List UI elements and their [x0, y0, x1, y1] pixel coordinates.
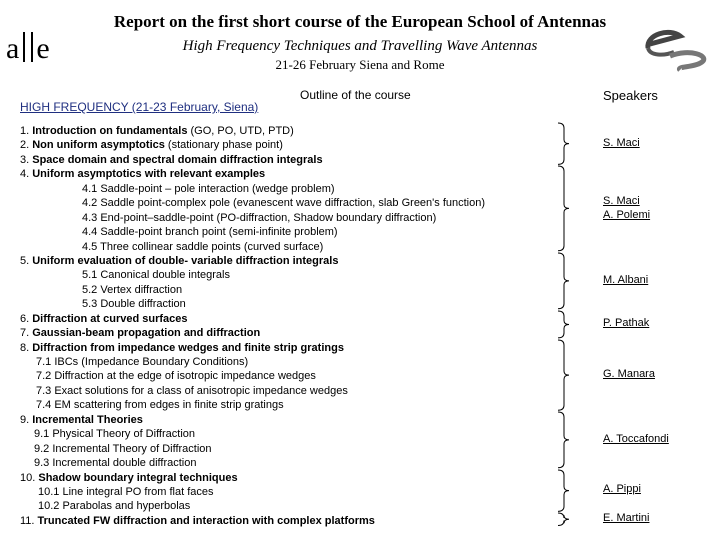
outline-note: (stationary phase point): [164, 139, 283, 152]
speaker-name[interactable]: A. Pippi: [603, 483, 641, 496]
speakers-heading: Speakers: [603, 88, 658, 103]
outline-number: 4.: [20, 168, 33, 181]
report-subtitle: High Frequency Techniques and Travelling Wave Antennas: [182, 38, 538, 54]
outline-number: 2.: [20, 139, 33, 152]
speaker-name[interactable]: P. Pathak: [603, 317, 650, 330]
outline-number: 11.: [20, 514, 38, 527]
outline-subtopic: [20, 196, 485, 210]
outline-subtopic: [20, 240, 485, 254]
outline-text: 4.4 Saddle-point branch point (semi-infinite problem): [82, 226, 338, 239]
outline-text: 4.5 Three collinear saddle points (curved surface): [82, 240, 324, 253]
outline-text: 7.3 Exact solutions for a class of anisotropic impedance wedges: [36, 384, 348, 397]
speaker-brace: [556, 339, 570, 411]
outline-topic: [20, 254, 485, 268]
outline-subtopic: [20, 456, 485, 470]
outline-topic: [20, 326, 485, 340]
outline-topic: [20, 153, 485, 167]
outline-subtopic: [20, 384, 485, 398]
outline-text: Diffraction from impedance wedges and finite strip gratings: [32, 341, 344, 354]
outline-text: Introduction on fundamentals: [32, 125, 188, 137]
outline-text: 9.1 Physical Theory of Diffraction: [34, 428, 196, 441]
outline-text: 4.2 Saddle point-complex pole (evanescent wave diffraction, slab Green's function): [82, 197, 486, 210]
outline-subtopic: [20, 499, 485, 513]
outline-topic: [20, 312, 485, 326]
outline-subtopic: [20, 211, 485, 225]
outline-text: 5.1 Canonical double integrals: [82, 269, 230, 282]
logo-bar: [23, 32, 25, 62]
logo-bar: [31, 32, 33, 62]
course-outline: [20, 124, 485, 528]
logo-letter-e: e: [36, 32, 51, 65]
ae-logo: [6, 32, 51, 66]
speaker-name[interactable]: A. Toccafondi: [603, 432, 669, 445]
outline-subtopic: [20, 355, 485, 369]
outline-subtopic: [20, 427, 485, 441]
speaker-name[interactable]: S. Maci: [603, 136, 640, 149]
outline-text: 9.3 Incremental double diffraction: [34, 457, 197, 470]
outline-text: Incremental Theories: [32, 413, 143, 426]
outline-text: Non uniform asymptotics: [32, 139, 165, 152]
outline-topic: [20, 167, 485, 181]
outline-subtopic: [20, 297, 485, 311]
outline-text: Space domain and spectral domain diffraction integrals: [32, 153, 323, 166]
outline-subtopic: [20, 283, 485, 297]
outline-topic: [20, 514, 485, 528]
es-logo: [640, 26, 712, 77]
speaker-name[interactable]: A. Polemi: [603, 208, 651, 221]
outline-number: 1.: [20, 125, 33, 137]
outline-topic: [20, 138, 485, 152]
outline-text: 7.4 EM scattering from edges in finite strip gratings: [36, 399, 284, 412]
speaker-name[interactable]: S. Maci: [603, 194, 640, 207]
speaker-name[interactable]: E. Martini: [603, 512, 650, 525]
outline-text: 10.2 Parabolas and hyperbolas: [38, 500, 191, 513]
outline-text: 9.2 Incremental Theory of Diffraction: [34, 442, 212, 455]
outline-subtopic: [20, 398, 485, 412]
outline-text: Diffraction at curved surfaces: [32, 312, 188, 325]
outline-topic: [20, 413, 485, 427]
outline-text: Shadow boundary integral techniques: [38, 471, 238, 484]
outline-text: Gaussian-beam propagation and diffraction: [32, 327, 261, 340]
outline-subtopic: [20, 225, 485, 239]
outline-text: Uniform evaluation of double- variable diffraction integrals: [32, 254, 339, 267]
outline-topic: [20, 124, 485, 138]
outline-text: 5.2 Vertex diffraction: [82, 283, 183, 296]
outline-text: 4.1 Saddle-point – pole interaction (wedge problem): [82, 182, 335, 195]
outline-subtopic: [20, 268, 485, 282]
outline-heading: Outline of the course: [300, 88, 411, 102]
outline-text: Uniform asymptotics with relevant examples: [32, 168, 266, 181]
speaker-brace: [556, 411, 570, 469]
outline-topic: [20, 341, 485, 355]
outline-subtopic: [20, 442, 485, 456]
speaker-brace: [556, 512, 570, 526]
section-heading: HIGH FREQUENCY (21-23 February, Siena): [20, 100, 259, 114]
speaker-brace: [556, 310, 570, 339]
outline-subtopic: [20, 182, 485, 196]
outline-text: 10.1 Line integral PO from flat faces: [38, 485, 214, 498]
outline-number: 6.: [20, 312, 33, 325]
outline-text: 7.2 Diffraction at the edge of isotropic impedance wedges: [36, 370, 316, 383]
speaker-brace: [556, 122, 570, 165]
speaker-brace: [556, 165, 570, 252]
outline-text: 5.3 Double diffraction: [82, 298, 186, 311]
speaker-name[interactable]: M. Albani: [603, 273, 649, 286]
outline-number: 10.: [20, 471, 39, 484]
speaker-name[interactable]: G. Manara: [603, 367, 655, 380]
logo-letter-a: a: [6, 32, 21, 65]
outline-note: (GO, PO, UTD, PTD): [187, 125, 294, 137]
outline-number: 5.: [20, 254, 33, 267]
outline-text: Truncated FW diffraction and interaction with complex platforms: [37, 514, 375, 527]
outline-subtopic: [20, 485, 485, 499]
outline-number: 7.: [20, 327, 33, 340]
outline-number: 3.: [20, 153, 33, 166]
outline-number: 9.: [20, 413, 33, 426]
speaker-brace: [556, 469, 570, 512]
report-dates: 21-26 February Siena and Rome: [275, 57, 445, 72]
speaker-brace: [556, 252, 570, 310]
outline-topic: [20, 471, 485, 485]
outline-number: 8.: [20, 341, 33, 354]
outline-text: 4.3 End-point–saddle-point (PO-diffraction, Shadow boundary diffraction): [82, 211, 437, 224]
report-title: Report on the first short course of the European School of Antennas: [113, 12, 607, 31]
outline-text: 7.1 IBCs (Impedance Boundary Conditions): [36, 356, 249, 368]
outline-subtopic: [20, 369, 485, 383]
